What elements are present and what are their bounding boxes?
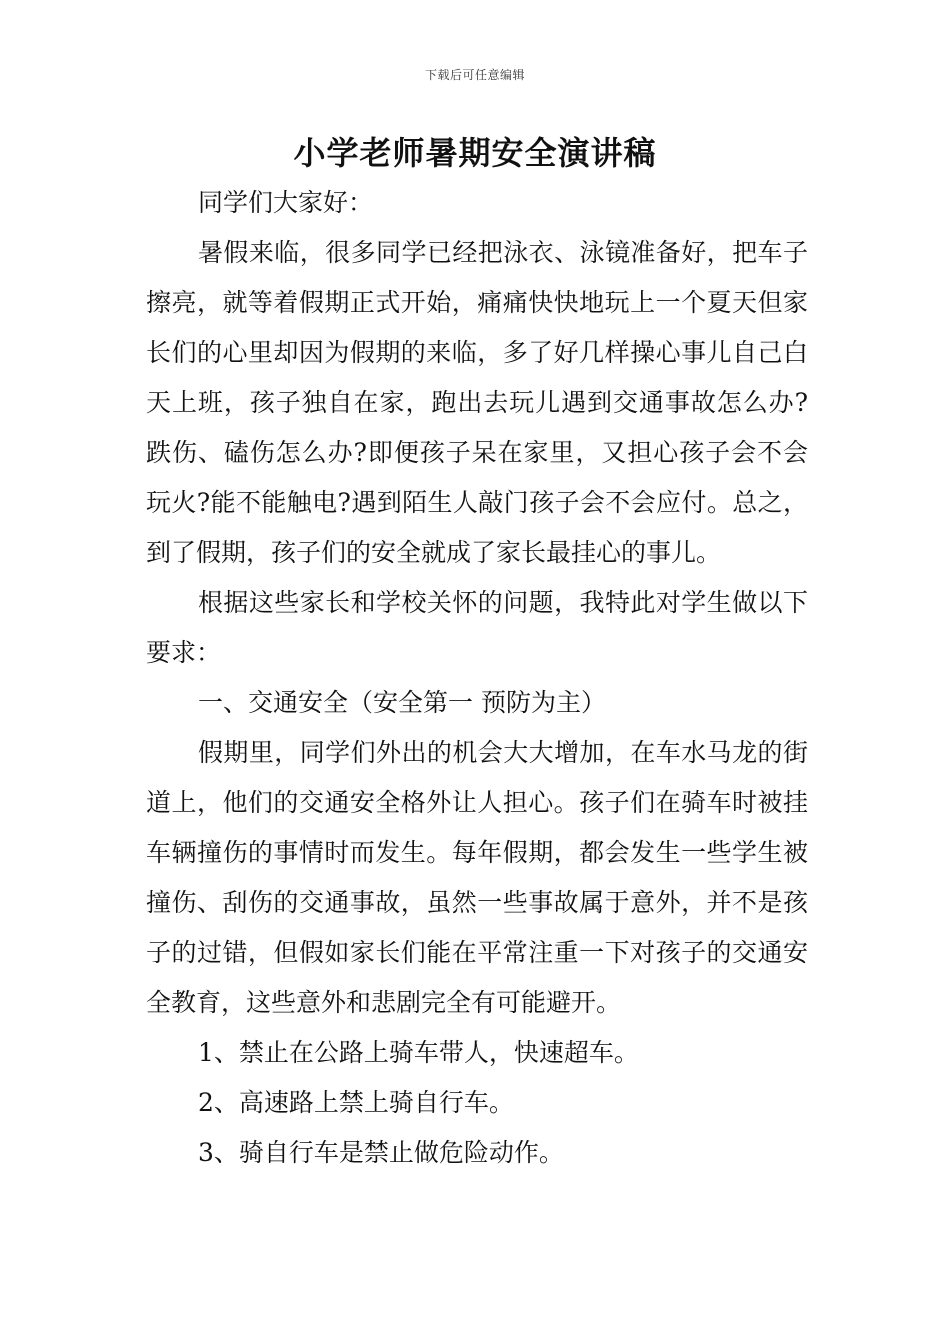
requirements-intro-paragraph: 根据这些家长和学校关怀的问题，我特此对学生做以下要求：	[146, 588, 808, 667]
greeting-paragraph: 同学们大家好：	[198, 188, 374, 217]
rule-item-1: 1、禁止在公路上骑车带人，快速超车。	[198, 1038, 639, 1067]
traffic-safety-paragraph: 假期里，同学们外出的机会大大增加，在车水马龙的街道上，他们的交通安全格外让人担心。孩子们在骑车时被挂车辆撞伤的事情时而发生。每年假期，都会发生一些学生被撞伤、刮伤的交通事故，虽然一些事故属于意外，并不是孩子的过错，但假如家长们能在平常注重一下对孩子的交通安全教育，这些意外和悲剧完全有可能避开。	[146, 738, 808, 1017]
intro-paragraph: 暑假来临，很多同学已经把泳衣、泳镜准备好，把车子擦亮，就等着假期正式开始，痛痛快快地玩上一个夏天但家长们的心里却因为假期的来临，多了好几样操心事儿自己白天上班，孩子独自在家，跑出去玩儿遇到交通事故怎么办?跌伤、磕伤怎么办?即便孩子呆在家里，又担心孩子会不会玩火?能不能触电?遇到陌生人敲门孩子会不会应付。总之，到了假期，孩子们的安全就成了家长最挂心的事儿。	[146, 238, 808, 567]
section-heading-traffic-safety: 一、交通安全（安全第一 预防为主）	[198, 688, 606, 717]
header-note: 下载后可任意编辑	[424, 68, 525, 82]
document-title: 小学老师暑期安全演讲稿	[293, 134, 657, 172]
rule-item-3: 3、骑自行车是禁止做危险动作。	[198, 1138, 564, 1167]
rule-item-2: 2、高速路上禁上骑自行车。	[198, 1088, 514, 1117]
document-body	[146, 178, 808, 1178]
